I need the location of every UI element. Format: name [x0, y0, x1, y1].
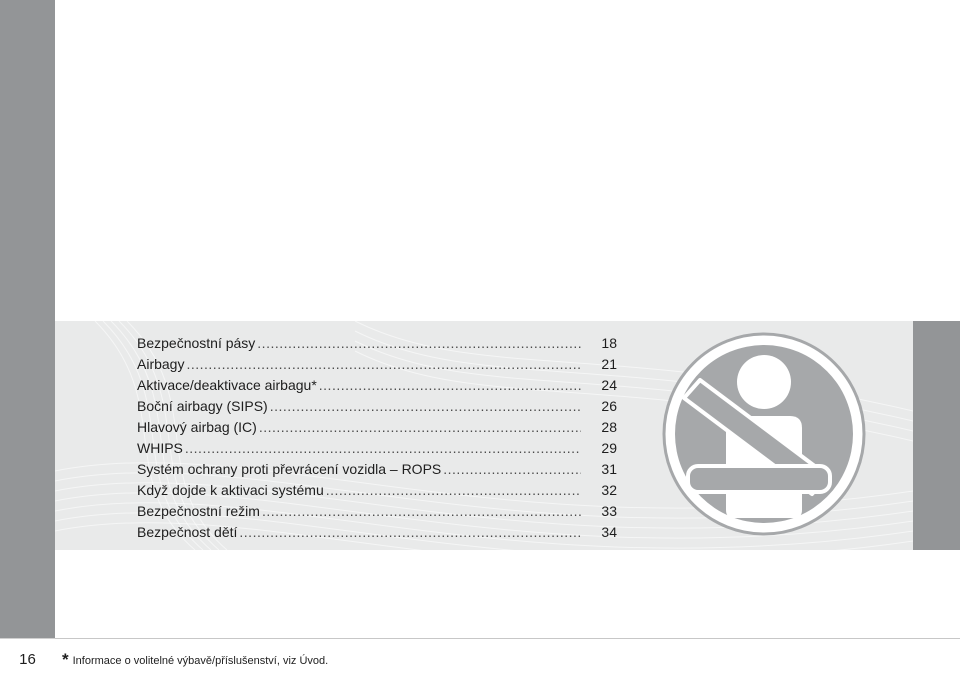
toc-entry-page: 26 — [601, 398, 617, 414]
toc-entry-title: Systém ochrany proti převrácení vozidla – ROPS — [137, 461, 442, 477]
toc-leader-dots — [443, 459, 581, 480]
toc-entry-page: 32 — [601, 482, 617, 498]
toc-entry-page: 24 — [601, 377, 617, 393]
toc-entry-page: 31 — [601, 461, 617, 477]
toc-leader-dots — [185, 438, 581, 459]
table-of-contents — [137, 333, 617, 543]
page-number: 16 — [0, 638, 55, 679]
toc-leader-dots — [262, 501, 581, 522]
toc-entry-page: 29 — [601, 440, 617, 456]
toc-entry[interactable] — [137, 501, 617, 522]
toc-entry-page: 34 — [601, 524, 617, 540]
toc-entry-page: 33 — [601, 503, 617, 519]
left-margin-bar — [0, 0, 55, 678]
footnote-text: Informace o volitelné výbavě/příslušenství, viz Úvod. — [72, 655, 329, 667]
toc-entry-title: Když dojde k aktivaci systému — [137, 482, 324, 498]
footnote-marker: * — [62, 650, 69, 669]
toc-entry[interactable] — [137, 438, 617, 459]
toc-entry-title: Boční airbagy (SIPS) — [137, 398, 268, 414]
toc-entry-page: 28 — [601, 419, 617, 435]
toc-entry-page: 18 — [601, 335, 617, 351]
toc-entry-title: Airbagy — [137, 356, 185, 372]
toc-entry[interactable] — [137, 333, 617, 354]
footnote — [62, 650, 328, 671]
toc-entry[interactable] — [137, 522, 617, 543]
toc-entry[interactable] — [137, 417, 617, 438]
toc-entry-title: Bezpečnostní režim — [137, 503, 260, 519]
toc-entry-title: Hlavový airbag (IC) — [137, 419, 257, 435]
bottom-divider — [55, 638, 960, 639]
toc-entry[interactable] — [137, 354, 617, 375]
toc-entry-title: Aktivace/deaktivace airbagu* — [137, 377, 317, 393]
toc-entry[interactable] — [137, 459, 617, 480]
seatbelt-icon — [662, 332, 866, 536]
toc-leader-dots — [259, 417, 581, 438]
toc-entry-title: Bezpečnostní pásy — [137, 335, 256, 351]
toc-leader-dots — [319, 375, 581, 396]
toc-leader-dots — [186, 354, 581, 375]
toc-leader-dots — [326, 480, 581, 501]
toc-entry-title: WHIPS — [137, 440, 183, 456]
chapter-tab — [913, 321, 960, 550]
toc-leader-dots — [239, 522, 581, 543]
toc-entry[interactable] — [137, 396, 617, 417]
toc-entry-page: 21 — [601, 356, 617, 372]
toc-entry[interactable] — [137, 480, 617, 501]
toc-entry-title: Bezpečnost dětí — [137, 524, 238, 540]
toc-leader-dots — [257, 333, 581, 354]
toc-leader-dots — [270, 396, 581, 417]
toc-entry[interactable] — [137, 375, 617, 396]
